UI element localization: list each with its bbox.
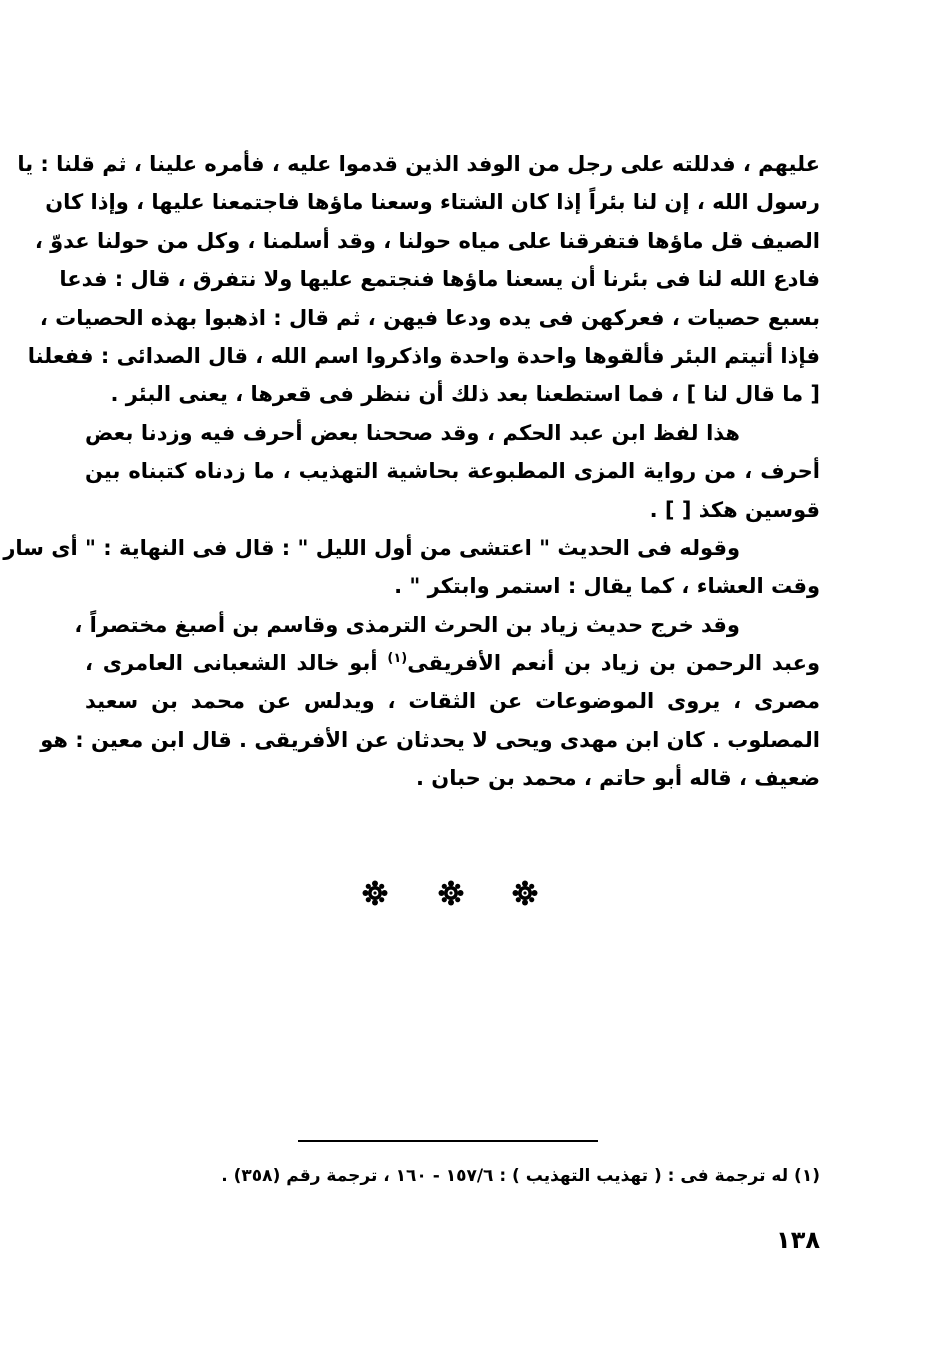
text-segment: أبو خالد الشعبانى العامرى ، xyxy=(85,651,378,676)
text-line: مصرى ، يروى الموضوعات عن الثقات ، ويدلس عن محمد بن سعيد xyxy=(85,689,820,714)
flower-ornament-icon xyxy=(362,880,388,906)
flower-ornament-icon xyxy=(512,880,538,906)
text-line: فادع الله لنا فى بئرنا أن يسعنا ماؤها فنجتمع عليها ولا نتفرق ، قال : فدعا xyxy=(59,267,820,292)
footnote: (١) له ترجمة فى : ( تهذيب التهذيب ) : ١٥٧/٦ - ١٦٠ ، ترجمة رقم (٣٥٨) . xyxy=(221,1166,820,1186)
section-divider-ornaments xyxy=(0,880,949,908)
text-line: بسبع حصيات ، فعركهن فى يده ودعا فيهن ، ثم قال : اذهبوا بهذه الحصيات ، xyxy=(39,305,820,330)
text-line: وقد خرج حديث زياد بن الحرث الترمذى وقاسم بن أصبغ مختصراً ، xyxy=(74,612,740,637)
text-line: فإذا أتيتم البئر فألقوها واحدة واحدة واذكروا اسم الله ، قال الصدائى : ففعلنا xyxy=(27,343,820,368)
text-line: أحرف ، من رواية المزى المطبوعة بحاشية التهذيب ، ما زدناه كتبناه بين xyxy=(85,459,820,484)
text-line xyxy=(85,644,820,682)
text-line: المصلوب . كان ابن مهدى ويحى لا يحدثان عن الأفريقى . قال ابن معين : هو xyxy=(40,727,820,752)
text-line: قوسين هكذ [ ] . xyxy=(649,497,820,522)
text-line: عليهم ، فدللته على رجل من الوفد الذين قدموا عليه ، فأمره علينا ، ثم قلنا : يا xyxy=(17,152,820,176)
text-line: رسول الله ، إن لنا بئراً إذا كان الشتاء وسعنا ماؤها فاجتمعنا عليها ، وإذا كان xyxy=(45,190,820,215)
text-line: ضعيف ، قاله أبو حاتم ، محمد بن حبان . xyxy=(416,766,820,791)
text-line: هذا لفظ ابن عبد الحكم ، وقد صححنا بعض أحرف فيه وزدنا بعض xyxy=(85,420,740,445)
text-line: وقت العشاء ، كما يقال : استمر وابتكر " . xyxy=(394,574,820,599)
footnote-reference[interactable]: (١) xyxy=(387,651,408,667)
text-segment: وعبد الرحمن بن زياد بن أنعم الأفريقى xyxy=(407,651,820,676)
flower-ornament-icon xyxy=(438,880,464,906)
footnote-divider xyxy=(298,1140,598,1142)
text-line: الصيف قل ماؤها فتفرقنا على مياه حولنا ، وقد أسلمنا ، وكل من حولنا عدوّ ، xyxy=(34,228,820,253)
text-line: [ ما قال لنا ] ، فما استطعنا بعد ذلك أن ننظر فى قعرها ، يعنى البئر . xyxy=(110,382,820,407)
main-text xyxy=(3,145,820,798)
page-number: ١٣٨ xyxy=(776,1226,820,1254)
text-line: وقوله فى الحديث " اعتشى من أول الليل " : قال فى النهاية : " أى سار xyxy=(3,535,740,560)
